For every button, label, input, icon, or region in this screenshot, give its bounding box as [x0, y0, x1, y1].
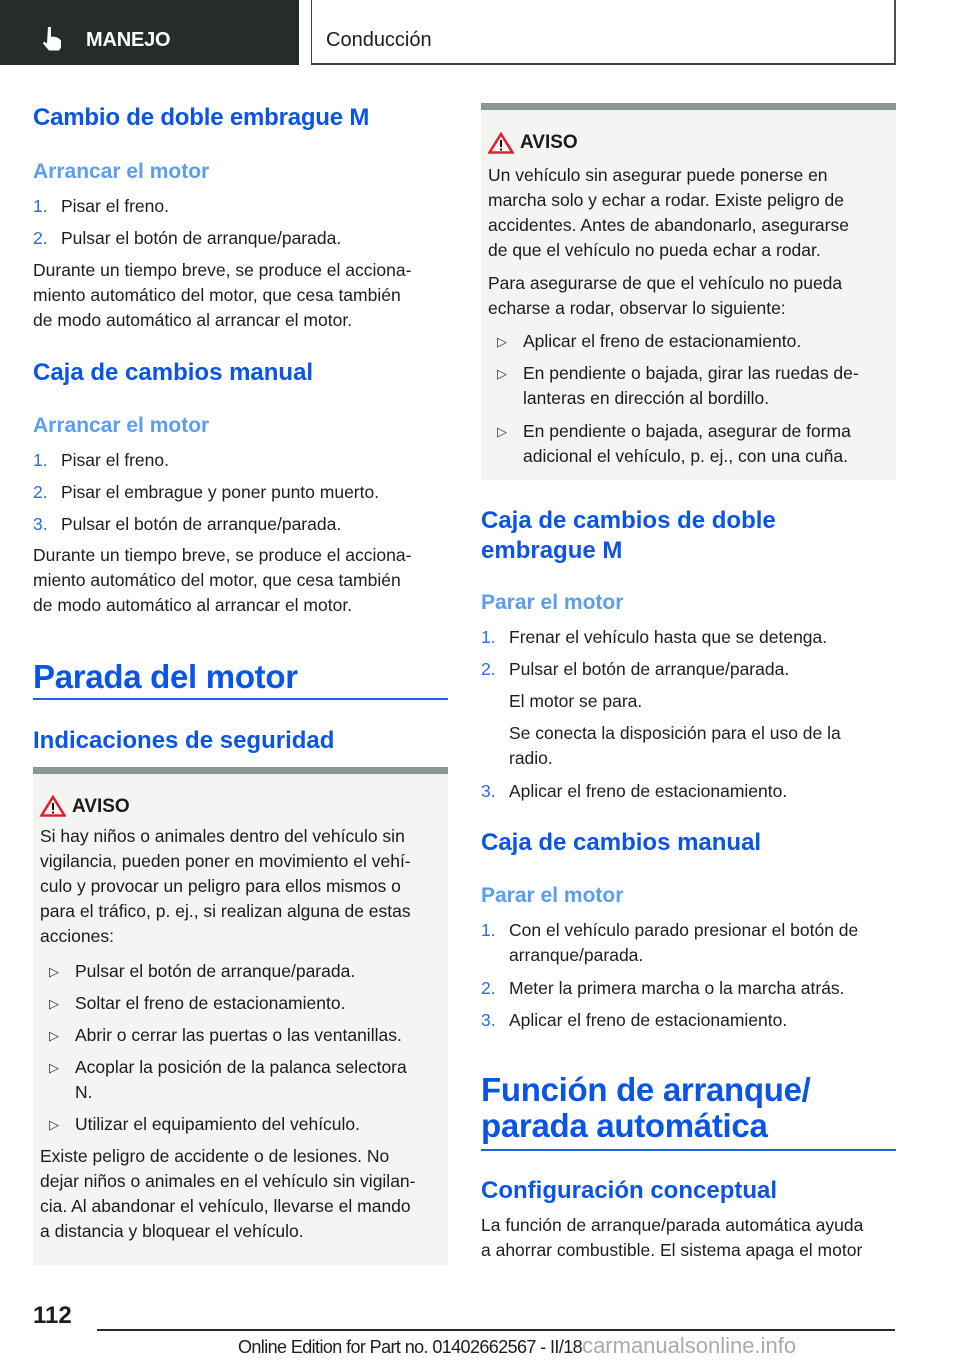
heading-concept: Configuración conceptual: [481, 1177, 778, 1204]
chapter-heading: Función de arranque/ parada automática: [481, 1071, 811, 1144]
heading-dct: Caja de cambios de doble embrague M: [481, 507, 776, 564]
paragraph: Durante un tiempo breve, se produce el acciona- miento automático del motor, que cesa también de modo automático al arrancar el motor.: [33, 545, 412, 615]
footer-edition: Online Edition for Part no. 01402662567 - II/18carmanualsonline.info: [238, 1333, 797, 1358]
warning-text: Para asegurarse de que el vehículo no pueda echarse a rodar, observar lo siguiente:: [488, 273, 843, 318]
heading-safety: Indicaciones de seguridad: [33, 727, 335, 754]
heading-dct: Cambio de doble embrague M: [33, 104, 370, 131]
chapter-tab: [311, 0, 896, 65]
subheading-start-manual: Arrancar el motor: [33, 414, 210, 437]
section-label: MANEJO: [86, 29, 171, 51]
page-number: 112: [33, 1302, 72, 1329]
heading-manual: Caja de cambios manual: [481, 829, 762, 856]
heading-manual: Caja de cambios manual: [33, 359, 314, 386]
warning-title: AVISO: [72, 796, 130, 817]
warning-bar: [33, 767, 448, 774]
paragraph: Durante un tiempo breve, se produce el acciona- miento automático del motor, que cesa también de modo automático al arrancar el motor.: [33, 260, 412, 330]
heading-rule: [481, 1149, 896, 1151]
watermark: carmanualsonline.info: [582, 1333, 797, 1358]
warning-text: Existe peligro de accidente o de lesiones. No dejar niños o animales en el vehículo sin vigilan- cia. Al abandonar el vehículo, llevarse el mando a distancia y bloquear el vehículo.: [40, 1146, 416, 1241]
warning-triangle-icon: [488, 132, 514, 154]
hand-pointer-icon: [40, 26, 64, 52]
chapter-label: Conducción: [326, 29, 432, 51]
chapter-heading: Parada del motor: [33, 658, 298, 695]
subheading-stop-dct: Parar el motor: [481, 591, 624, 614]
heading-rule: [33, 698, 448, 700]
warning-box: AVISO Un vehículo sin asegurar puede ponerse en marcha solo y echar a rodar. Existe peligro de accidentes. Antes de abandonarlo, asegurarse de que el vehículo no pueda echar a rodar. Para asegurarse de que el vehículo no pueda echarse a rodar, observar lo siguiente: ▷ Aplicar el freno de estacionamiento. ▷ En pendiente o bajada, girar las ruedas de- lanteras en dirección al bordillo. ▷ En pendiente o bajada, asegurar de forma adicional el vehículo, p. ej., con una cuña.: [481, 103, 896, 480]
warning-title: AVISO: [520, 132, 578, 153]
warning-bar: [481, 103, 896, 110]
section-tab: [0, 0, 299, 65]
subheading-stop-manual: Parar el motor: [481, 884, 624, 907]
paragraph: La función de arranque/parada automática ayuda a ahorrar combustible. El sistema apaga el motor: [481, 1215, 864, 1260]
warning-text: Si hay niños o animales dentro del vehículo sin vigilancia, pueden poner en movimiento el vehí- culo y provocar un peligro para ellos mismos o para el tráfico, p. ej., si realizan alguna de estas acciones:: [40, 826, 411, 946]
footer-rule: [97, 1329, 895, 1331]
warning-text: Un vehículo sin asegurar puede ponerse en marcha solo y echar a rodar. Existe peligro de accidentes. Antes de abandonarlo, asegurarse de que el vehículo no pueda echar a rodar.: [488, 165, 849, 260]
subheading-start-dct: Arrancar el motor: [33, 160, 210, 183]
warning-triangle-icon: [40, 795, 66, 817]
warning-box: AVISO Si hay niños o animales dentro del vehículo sin vigilancia, pueden poner en movimiento el vehí- culo y provocar un peligro para ellos mismos o para el tráfico, p. ej., si realizan alguna de estas acciones: ▷ Pulsar el botón de arranque/parada. ▷ Soltar el freno de estacionamiento. ▷ Abrir o cerrar las puertas o las ventanillas. ▷ Acoplar la posición de la palanca selectora N. ▷ Utilizar el equipamiento del vehículo. Existe peligro de accidente o de lesiones. No dejar niños o animales en el vehículo sin vigilan- cia. Al abandonar el vehículo, llevarse el mando a distancia y bloquear el vehículo.: [33, 767, 448, 1265]
